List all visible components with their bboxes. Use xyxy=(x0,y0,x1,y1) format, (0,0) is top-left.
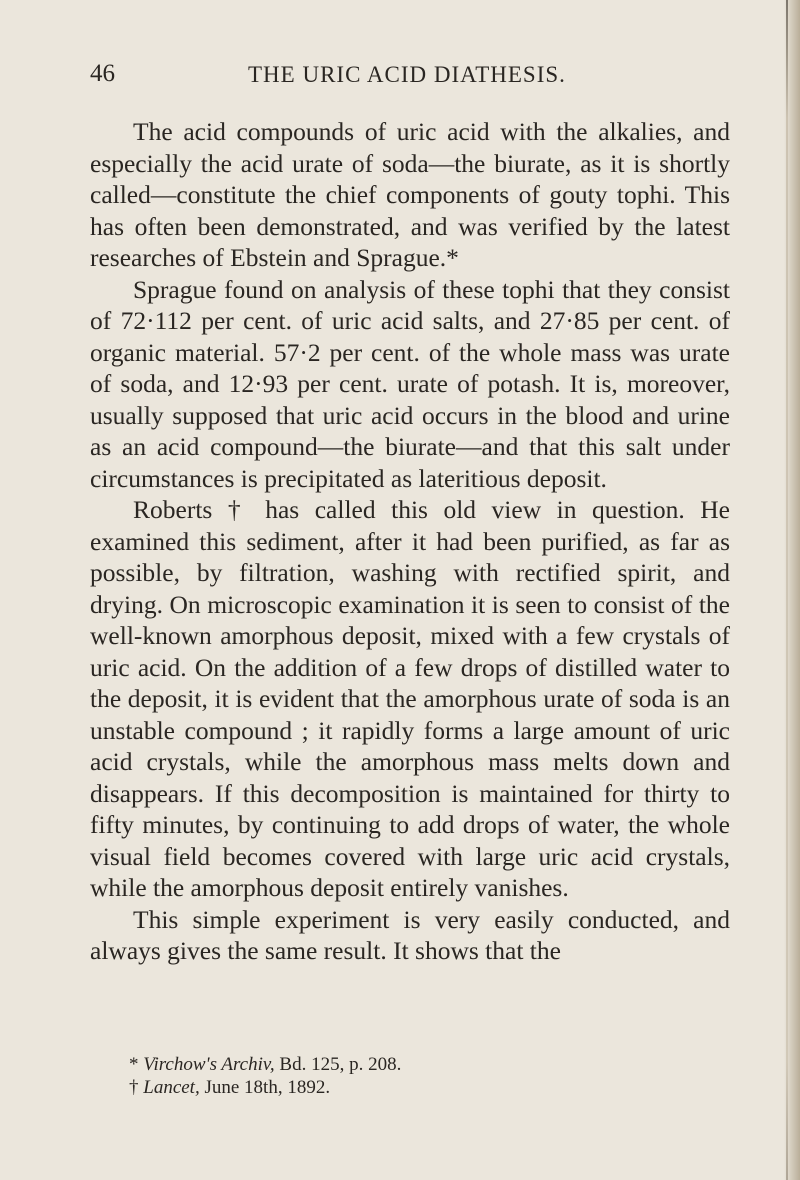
footnote-source-title: Virchow's Archiv, xyxy=(143,1054,275,1075)
paragraph: Roberts † has called this old view in question. He examined this sediment, after it had been purified, as far as possible, by filtration, washing with rectified spirit, and drying. On microscopic examination it is seen to consist of the well-known amorphous deposit, mixed with a few crystals of uric acid. On the addition of a few drops of distilled water to the deposit, it is evident that the amorphous urate of soda is an unstable compound ; it rapidly forms a large amount of uric acid crystals, while the amorphous mass melts down and disappears. If this decomposition is maintained for thirty to fifty minutes, by continuing to add drops of water, the whole visual field becomes covered with large uric acid crystals, while the amorphous deposit entirely vanishes. xyxy=(90,495,730,902)
running-head: THE URIC ACID DIATHESIS. xyxy=(248,62,566,87)
footnote-mark: * xyxy=(129,1054,139,1075)
footnotes xyxy=(90,1053,730,1099)
footnote xyxy=(90,1053,730,1076)
page-edge-line xyxy=(786,0,788,1180)
page-number: 46 xyxy=(90,60,115,87)
footnote-source-title: Lancet, xyxy=(143,1077,200,1098)
paragraph: Sprague found on analysis of these tophi that they consist of 72·112 per cent. of uric acid salts, and 27·85 per cent. of organic material. 57·2 per cent. of the whole mass was urate of soda, and 12·93 per cent. urate of potash. It is, moreover, usually supposed that uric acid occurs in the blood and urine as an acid compound—the biurate—and that this salt under circumstances is precipitated as lateritious deposit. xyxy=(90,274,730,493)
footnote-mark: † xyxy=(129,1077,139,1098)
paragraph: This simple experiment is very easily conducted, and always gives the same result. It shows that the xyxy=(90,904,730,965)
footnote-citation: Bd. 125, p. 208. xyxy=(279,1054,402,1075)
body-text xyxy=(90,116,730,967)
page-header xyxy=(0,60,800,100)
paragraph: The acid compounds of uric acid with the alkalies, and especially the acid urate of soda—the biurate, as it is shortly called—constitute the chief components of gouty tophi. This has often been demonstrated, and was verified by the latest researches of Ebstein and Sprague.* xyxy=(90,117,730,272)
footnote-citation: June 18th, 1892. xyxy=(204,1077,331,1098)
footnote xyxy=(90,1076,730,1099)
